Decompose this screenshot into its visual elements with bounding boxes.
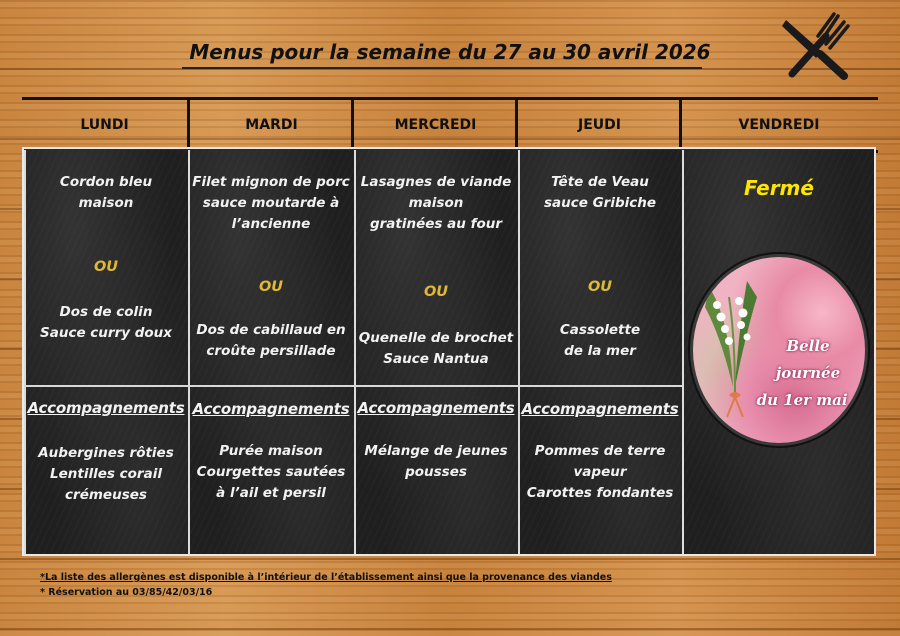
may-day-text (753, 333, 863, 414)
fork-knife-icon (778, 12, 852, 82)
mardi-or: OU (258, 279, 284, 295)
jeudi-dish-1-line: sauce Gribiche (543, 195, 657, 211)
days-header (22, 97, 878, 153)
mercredi-sides-label: Accompagnements (357, 399, 515, 417)
lundi-side-line: Aubergines rôties (38, 445, 174, 461)
mardi-dish-2 (188, 320, 354, 362)
mercredi-dish-1 (354, 172, 518, 235)
mercredi-dish-2 (354, 328, 518, 370)
jeudi-or: OU (587, 279, 613, 295)
jeudi-side-line: Carottes fondantes (526, 485, 674, 501)
jeudi-dish-2-line: de la mer (564, 343, 636, 359)
mardi-side-line: Courgettes sautées (196, 464, 346, 480)
mercredi-dish-1-line: Lasagnes de viande (360, 174, 512, 190)
lundi-sides-label: Accompagnements (27, 399, 185, 417)
lundi-dish-2-line: Sauce curry doux (40, 325, 172, 341)
header-jeudi: JEUDI (578, 117, 621, 133)
lundi-dish-1-line: Cordon bleu (59, 174, 153, 190)
lily-of-the-valley-image (690, 254, 868, 446)
mardi-dish-1 (188, 172, 354, 235)
mercredi-or: OU (423, 284, 449, 300)
jeudi-dish-2 (518, 320, 682, 362)
lundi-sides (24, 443, 188, 506)
mardi-dish-2-line: Dos de cabillaud en (196, 322, 346, 338)
jeudi-side-line: Pommes de terre (534, 443, 666, 459)
section-divider (24, 385, 682, 387)
jeudi-side-line: vapeur (573, 464, 627, 480)
may-day-line: Belle journée (775, 337, 841, 382)
reservation-note: * Réservation au 03/85/42/03/16 (40, 587, 213, 598)
lundi-dish-1-line: maison (78, 195, 134, 211)
may-day-line: du 1er mai ! (756, 391, 860, 409)
jeudi-dish-2-line: Cassolette (559, 322, 641, 338)
mercredi-dish-2-line: Quenelle de brochet (358, 330, 514, 346)
vendredi-closed: Fermé (744, 176, 814, 200)
header-mercredi: MERCREDI (394, 117, 477, 133)
header-mardi: MARDI (245, 117, 298, 133)
lundi-dish-2-line: Dos de colin (59, 304, 153, 320)
title-underline (182, 67, 702, 69)
header-vendredi: VENDREDI (738, 117, 820, 133)
lundi-dish-1 (24, 172, 188, 214)
jeudi-dish-1 (518, 172, 682, 214)
mardi-dish-1-line: Filet mignon de porc (192, 174, 350, 190)
mercredi-side-line: Mélange de jeunes (364, 443, 508, 459)
mardi-sides (188, 441, 354, 504)
lundi-or: OU (93, 259, 119, 275)
page-title: Menus pour la semaine du 27 au 30 avril 2026 (189, 40, 711, 64)
mercredi-side-line: pousses (405, 464, 467, 480)
mercredi-dish-2-line: Sauce Nantua (383, 351, 489, 367)
jeudi-sides-label: Accompagnements (521, 400, 679, 418)
mardi-sides-label: Accompagnements (192, 400, 350, 418)
mardi-dish-1-line: l’ancienne (231, 216, 311, 232)
jeudi-dish-1-line: Tête de Veau (551, 174, 649, 190)
mardi-dish-2-line: croûte persillade (206, 343, 336, 359)
mercredi-dish-1-line: maison (408, 195, 464, 211)
jeudi-sides (518, 441, 682, 504)
allergen-note: *La liste des allergènes est disponible à l’intérieur de l’établissement ainsi que la provenance des viandes (40, 572, 612, 583)
mercredi-sides (354, 441, 518, 483)
mardi-dish-1-line: sauce moutarde à (202, 195, 340, 211)
mardi-side-line: à l’ail et persil (216, 485, 326, 501)
header-lundi: LUNDI (80, 117, 129, 133)
mercredi-dish-1-line: gratinées au four (369, 216, 502, 232)
lundi-side-line: Lentilles corail (50, 466, 162, 482)
lundi-dish-2 (24, 302, 188, 344)
lundi-side-line: crémeuses (65, 487, 147, 503)
mardi-side-line: Purée maison (219, 443, 323, 459)
